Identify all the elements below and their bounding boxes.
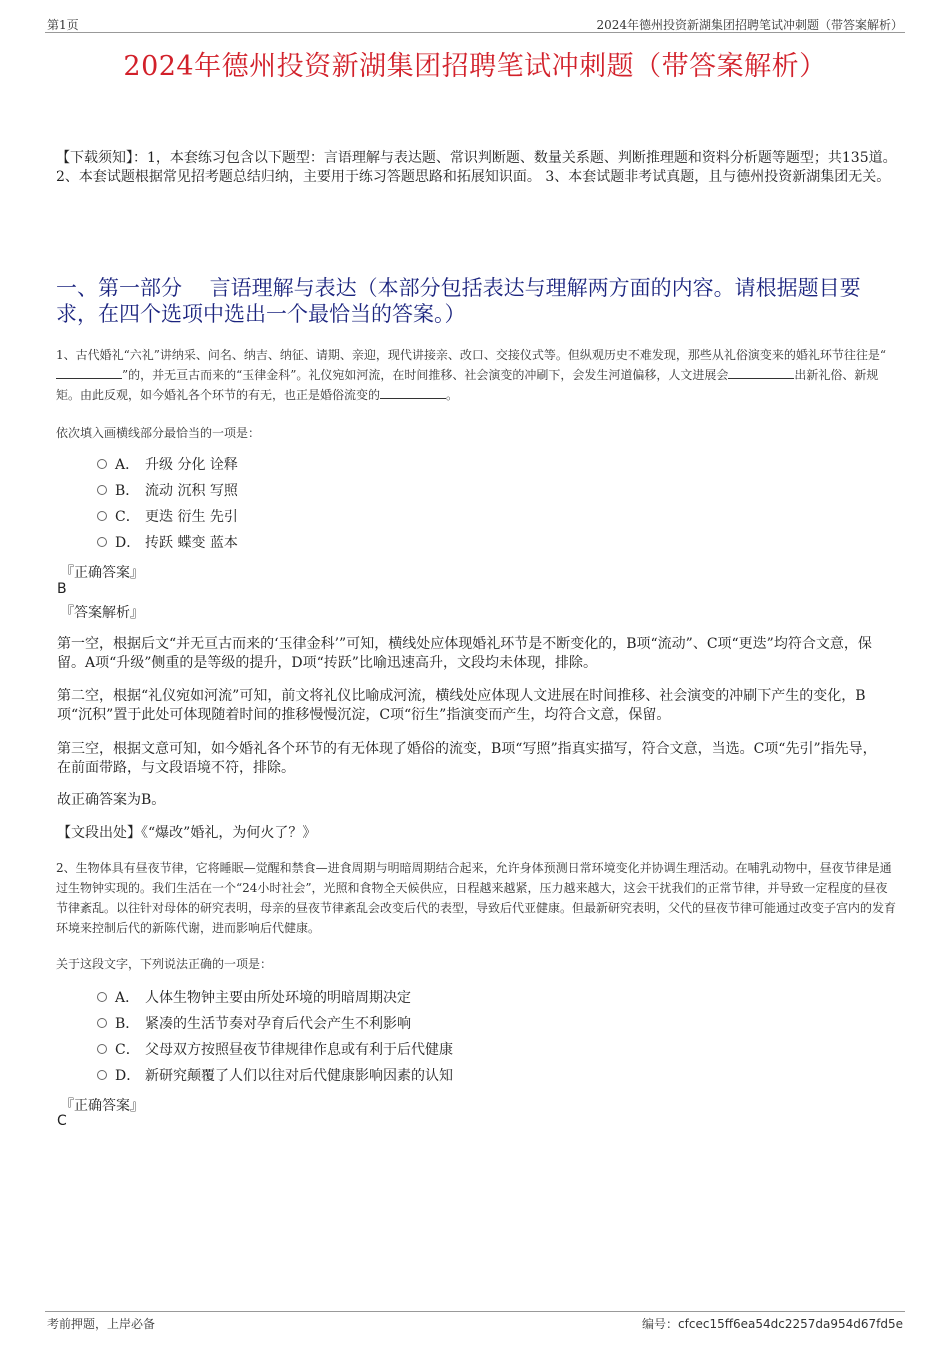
analysis-conclusion: 故正确答案为B。 bbox=[57, 792, 166, 808]
question-2-prompt: 关于这段文字，下列说法正确的一项是： bbox=[56, 957, 273, 971]
passage-source: 【文段出处】《“爆改”婚礼，为何火了？》 bbox=[57, 825, 317, 841]
radio-icon[interactable] bbox=[97, 511, 107, 521]
radio-icon[interactable] bbox=[97, 485, 107, 495]
answer-label: 『正确答案』 bbox=[60, 565, 144, 581]
radio-icon[interactable] bbox=[97, 1070, 107, 1080]
correct-answer: B bbox=[57, 581, 67, 597]
question-2-option-a[interactable]: A． 人体生物钟主要由所处环境的明暗周期决定 bbox=[97, 988, 411, 1008]
question-2-option-d[interactable]: D． 新研究颠覆了人们以往对后代健康影响因素的认知 bbox=[97, 1066, 453, 1086]
correct-answer: C bbox=[57, 1113, 67, 1129]
question-1-prompt: 依次填入画横线部分最恰当的一项是： bbox=[56, 426, 261, 440]
question-1-option-a[interactable]: A． 升级 分化 诠释 bbox=[97, 455, 238, 475]
page-number: 第1页 bbox=[47, 18, 79, 32]
document-title: 2024年德州投资新湖集团招聘笔试冲刺题（带答案解析） bbox=[123, 51, 827, 82]
fill-blank-1 bbox=[56, 368, 122, 379]
running-title: 2024年德州投资新湖集团招聘笔试冲刺题（带答案解析） bbox=[596, 18, 903, 32]
analysis-paragraph: 第三空，根据文意可知，如今婚礼各个环节的有无体现了婚俗的流变，B项“写照”指真实描写，符合文意，当选。C项“先引”指先导，在前面带路，与文段语境不符，排除。 bbox=[57, 741, 877, 776]
analysis-paragraph: 第二空，根据“礼仪宛如河流”可知，前文将礼仪比喻成河流，横线处应体现人文进展在时间推移、社会演变的冲刷下产生的变化，B项“沉积”置于此处可体现随着时间的推移慢慢沉淀，C项“衍生”指演变而产生，均符合文意，保留。 bbox=[57, 688, 866, 723]
document-id: 编号：cfcec15ff6ea54dc2257da954d67fd5e bbox=[642, 1317, 903, 1331]
analysis-label: 『答案解析』 bbox=[60, 605, 144, 621]
radio-icon[interactable] bbox=[97, 537, 107, 547]
question-2-stem: 2、生物体具有昼夜节律，它将睡眠—觉醒和禁食—进食周期与明暗周期结合起来，允许身体预测日常环境变化并协调生理活动。在哺乳动物中，昼夜节律是通过生物钟实现的。我们生活在一个“24小时社会”，光照和食物全天候供应，日程越来越紧，压力越来越大，这会干扰我们的正常节律，并导致一定程度的昼夜节律紊乱。以往针对母体的研究表明，母亲的昼夜节律紊乱会改变后代的表型，导致后代亚健康。但最新研究表明，父代的昼夜节律可能通过改变子宫内的发育环境来控制后代的新陈代谢，进而影响后代健康。 bbox=[56, 861, 897, 935]
question-2-option-c[interactable]: C． 父母双方按照昼夜节律规律作息或有利于后代健康 bbox=[97, 1040, 453, 1060]
page-header bbox=[45, 14, 905, 33]
question-1-option-b[interactable]: B． 流动 沉积 写照 bbox=[97, 481, 238, 501]
radio-icon[interactable] bbox=[97, 992, 107, 1002]
analysis-paragraph: 第一空，根据后文“并无亘古而来的‘玉律金科’”可知，横线处应体现婚礼环节是不断变化的，B项“流动”、C项“更迭”均符合文意，保留。A项“升级”侧重的是等级的提升，D项“抟跃”比喻迅速高升，文段均未体现，排除。 bbox=[57, 636, 872, 671]
download-notice: 【下载须知】：1，本套练习包含以下题型：言语理解与表达题、常识判断题、数量关系题、判断推理题和资料分析题等题型；共135道。 2、本套试题根据常见招考题总结归纳，主要用于练习答题思路和拓展知识面。 3、本套试题非考试真题，且与德州投资新湖集团无关。 bbox=[56, 150, 897, 185]
question-1-option-c[interactable]: C． 更迭 衍生 先引 bbox=[97, 507, 238, 527]
question-1-option-d[interactable]: D． 抟跃 蝶变 蓝本 bbox=[97, 533, 238, 553]
answer-label: 『正确答案』 bbox=[60, 1098, 144, 1114]
fill-blank-2 bbox=[728, 368, 794, 379]
radio-icon[interactable] bbox=[97, 459, 107, 469]
question-1-stem: 1、古代婚礼“六礼”讲纳采、问名、纳吉、纳征、请期、亲迎，现代讲接亲、改口、交接仪式等。但纵观历史不难发现，那些从礼俗演变来的婚礼环节往往是“”的，并无亘古而来的“玉律金科”。礼仪宛如河流，在时间推移、社会演变的冲刷下，会发生河道偏移，人文进展会 出新礼俗、新规矩。由此反观，如今婚礼各个环节的有无，也正是婚俗流变的 。 bbox=[56, 348, 887, 402]
radio-icon[interactable] bbox=[97, 1044, 107, 1054]
page-footer bbox=[45, 1311, 905, 1330]
footer-slogan: 考前押题，上岸必备 bbox=[47, 1317, 156, 1331]
radio-icon[interactable] bbox=[97, 1018, 107, 1028]
fill-blank-3 bbox=[380, 388, 446, 399]
section-heading: 一、第一部分 言语理解与表达（本部分包括表达与理解两方面的内容。请根据题目要求，在四个选项中选出一个最恰当的答案。） bbox=[56, 276, 861, 326]
question-2-option-b[interactable]: B． 紧凑的生活节奏对孕育后代会产生不利影响 bbox=[97, 1014, 411, 1034]
